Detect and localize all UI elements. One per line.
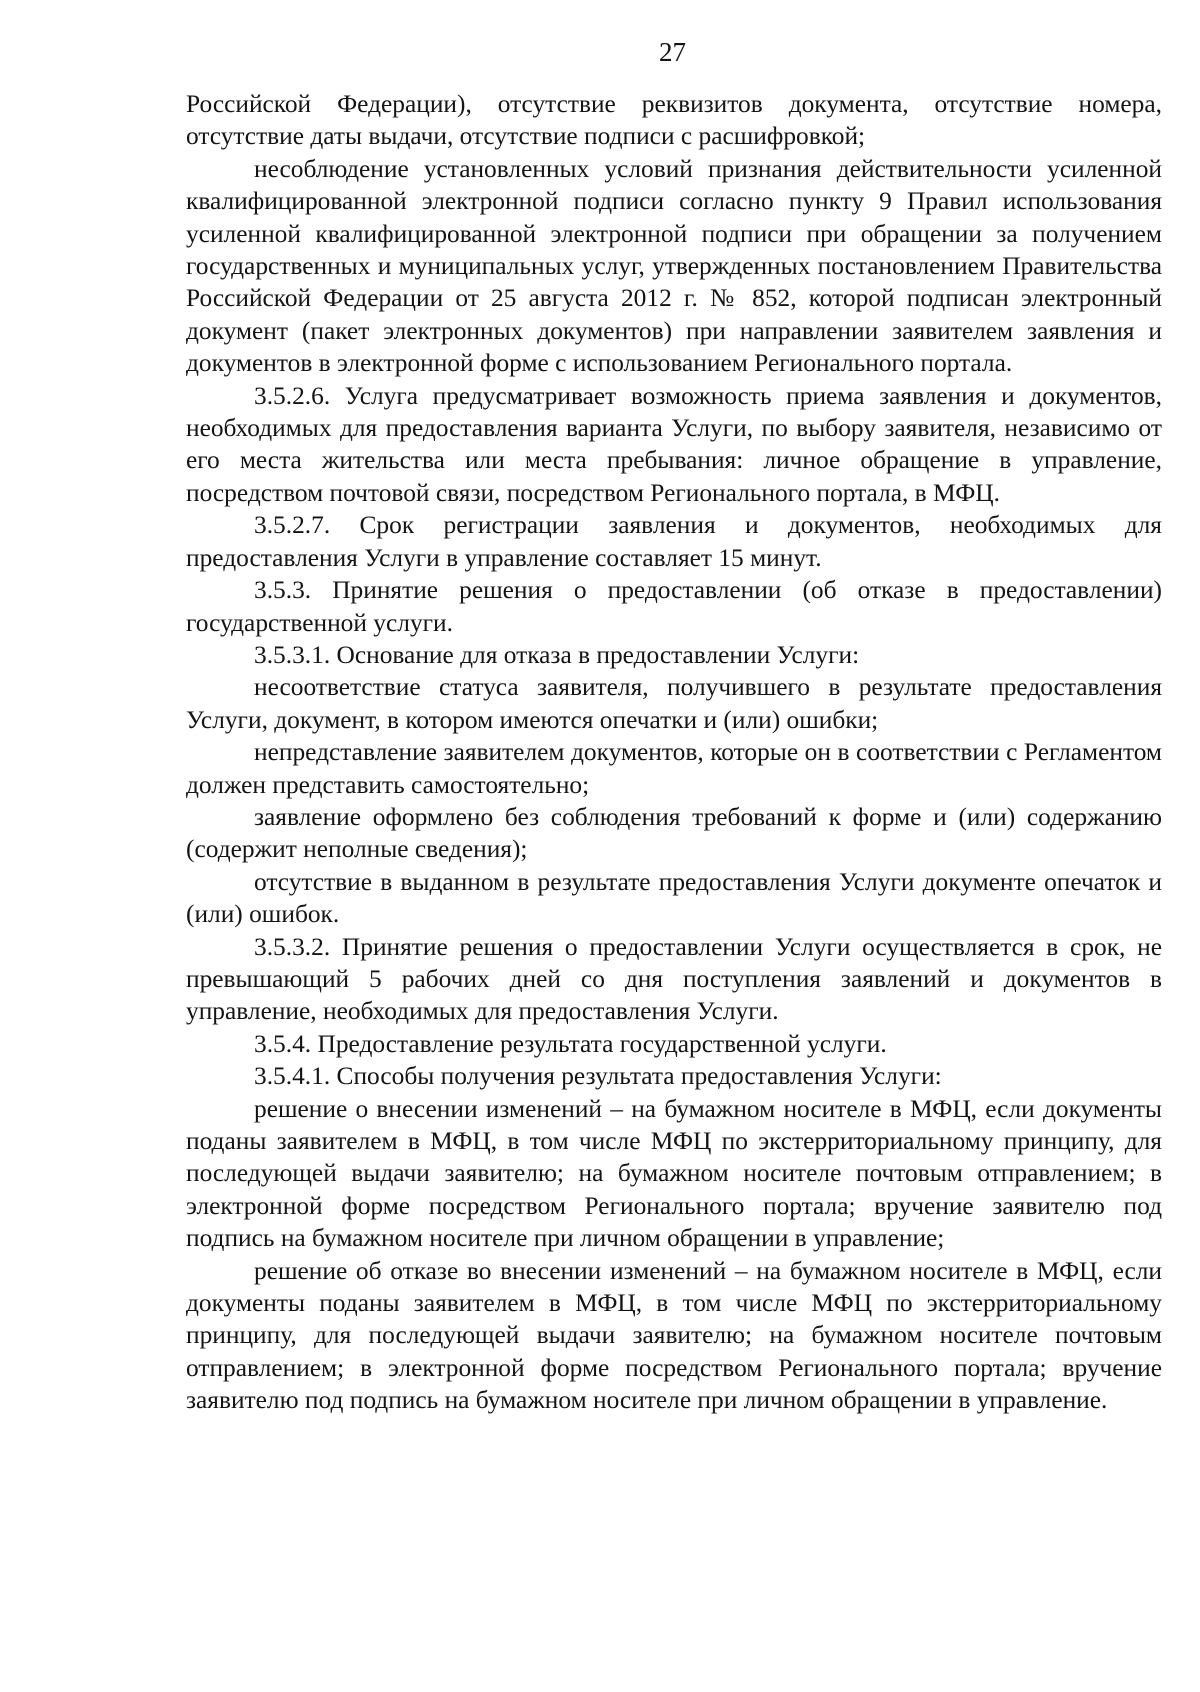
page-number: 27 <box>659 37 686 67</box>
paragraph-result-changes: решение о внесении изменений – на бумажном носителе в МФЦ, если документы поданы заявителем в МФЦ, в том числе МФЦ по экстерриториальному принципу, для последующей выдачи заявителю; на бумажном носителе почтовым отправлением; в электронной форме посредством Регионального портала; вручение заявителю под подпись на бумажном носителе при личном обращении в управление; <box>186 1094 1162 1253</box>
paragraph-signature-validity: несоблюдение установленных условий признания действительности усиленной квалифицированной электронной подписи согласно пункту 9 Правил использования усиленной квалифицированной электронной подписи при обращении за получением государственных и муниципальных услуг, утвержденных постановлением Правительства Российской Федерации от 25 августа 2012 г. № 852, которой подписан электронный документ (пакет электронных документов) при направлении заявителем заявления и документов в электронной форме с использованием Регионального портала. <box>186 154 1162 378</box>
paragraph-3-5-3-2: 3.5.3.2. Принятие решения о предоставлении Услуги осуществляется в срок, не превышающий 5 рабочих дней со дня поступления заявлений и документов в управление, необходимых для предоставления Услуги. <box>186 932 1162 1026</box>
paragraph-refusal-documents: непредставление заявителем документов, которые он в соответствии с Регламентом должен представить самостоятельно; <box>186 738 1162 799</box>
paragraph-continuation: Российской Федерации), отсутствие реквизитов документа, отсутствие номера, отсутствие даты выдачи, отсутствие подписи с расшифровкой; <box>186 90 1162 151</box>
paragraph-3-5-2-6: 3.5.2.6. Услуга предусматривает возможность приема заявления и документов, необходимых для предоставления варианта Услуги, по выбору заявителя, независимо от его места жительства или места пребывания: личное обращение в управление, посредством почтовой связи, посредством Регионального портала, в МФЦ. <box>186 381 1162 507</box>
paragraph-refusal-status: несоответствие статуса заявителя, получившего в результате предоставления Услуги, документ, в котором имеются опечатки и (или) ошибки; <box>186 673 1162 734</box>
document-body <box>186 88 1162 1417</box>
paragraph-3-5-3: 3.5.3. Принятие решения о предоставлении (об отказе в предоставлении) государственной услуги. <box>186 576 1162 637</box>
paragraph-3-5-4: 3.5.4. Предоставление результата государственной услуги. <box>254 1029 887 1058</box>
paragraph-refusal-no-errors: отсутствие в выданном в результате предоставления Услуги документе опечаток и (или) ошибок. <box>186 867 1162 929</box>
paragraph-result-refusal: решение об отказе во внесении изменений – на бумажном носителе в МФЦ, если документы поданы заявителем в МФЦ, в том числе МФЦ по экстерриториальному принципу, для последующей выдачи заявителю; на бумажном носителе почтовым отправлением; в электронной форме посредством Регионального портала; вручение заявителю под подпись на бумажном носителе при личном обращении в управление. <box>186 1256 1162 1415</box>
paragraph-3-5-2-7: 3.5.2.7. Срок регистрации заявления и документов, необходимых для предоставления Услуги в управление составляет 15 минут. <box>186 511 1162 572</box>
paragraph-refusal-form: заявление оформлено без соблюдения требований к форме и (или) содержанию (содержит неполные сведения); <box>186 802 1162 864</box>
paragraph-3-5-4-1: 3.5.4.1. Способы получения результата предоставления Услуги: <box>254 1062 942 1091</box>
paragraph-3-5-3-1: 3.5.3.1. Основание для отказа в предоставлении Услуги: <box>254 640 860 669</box>
